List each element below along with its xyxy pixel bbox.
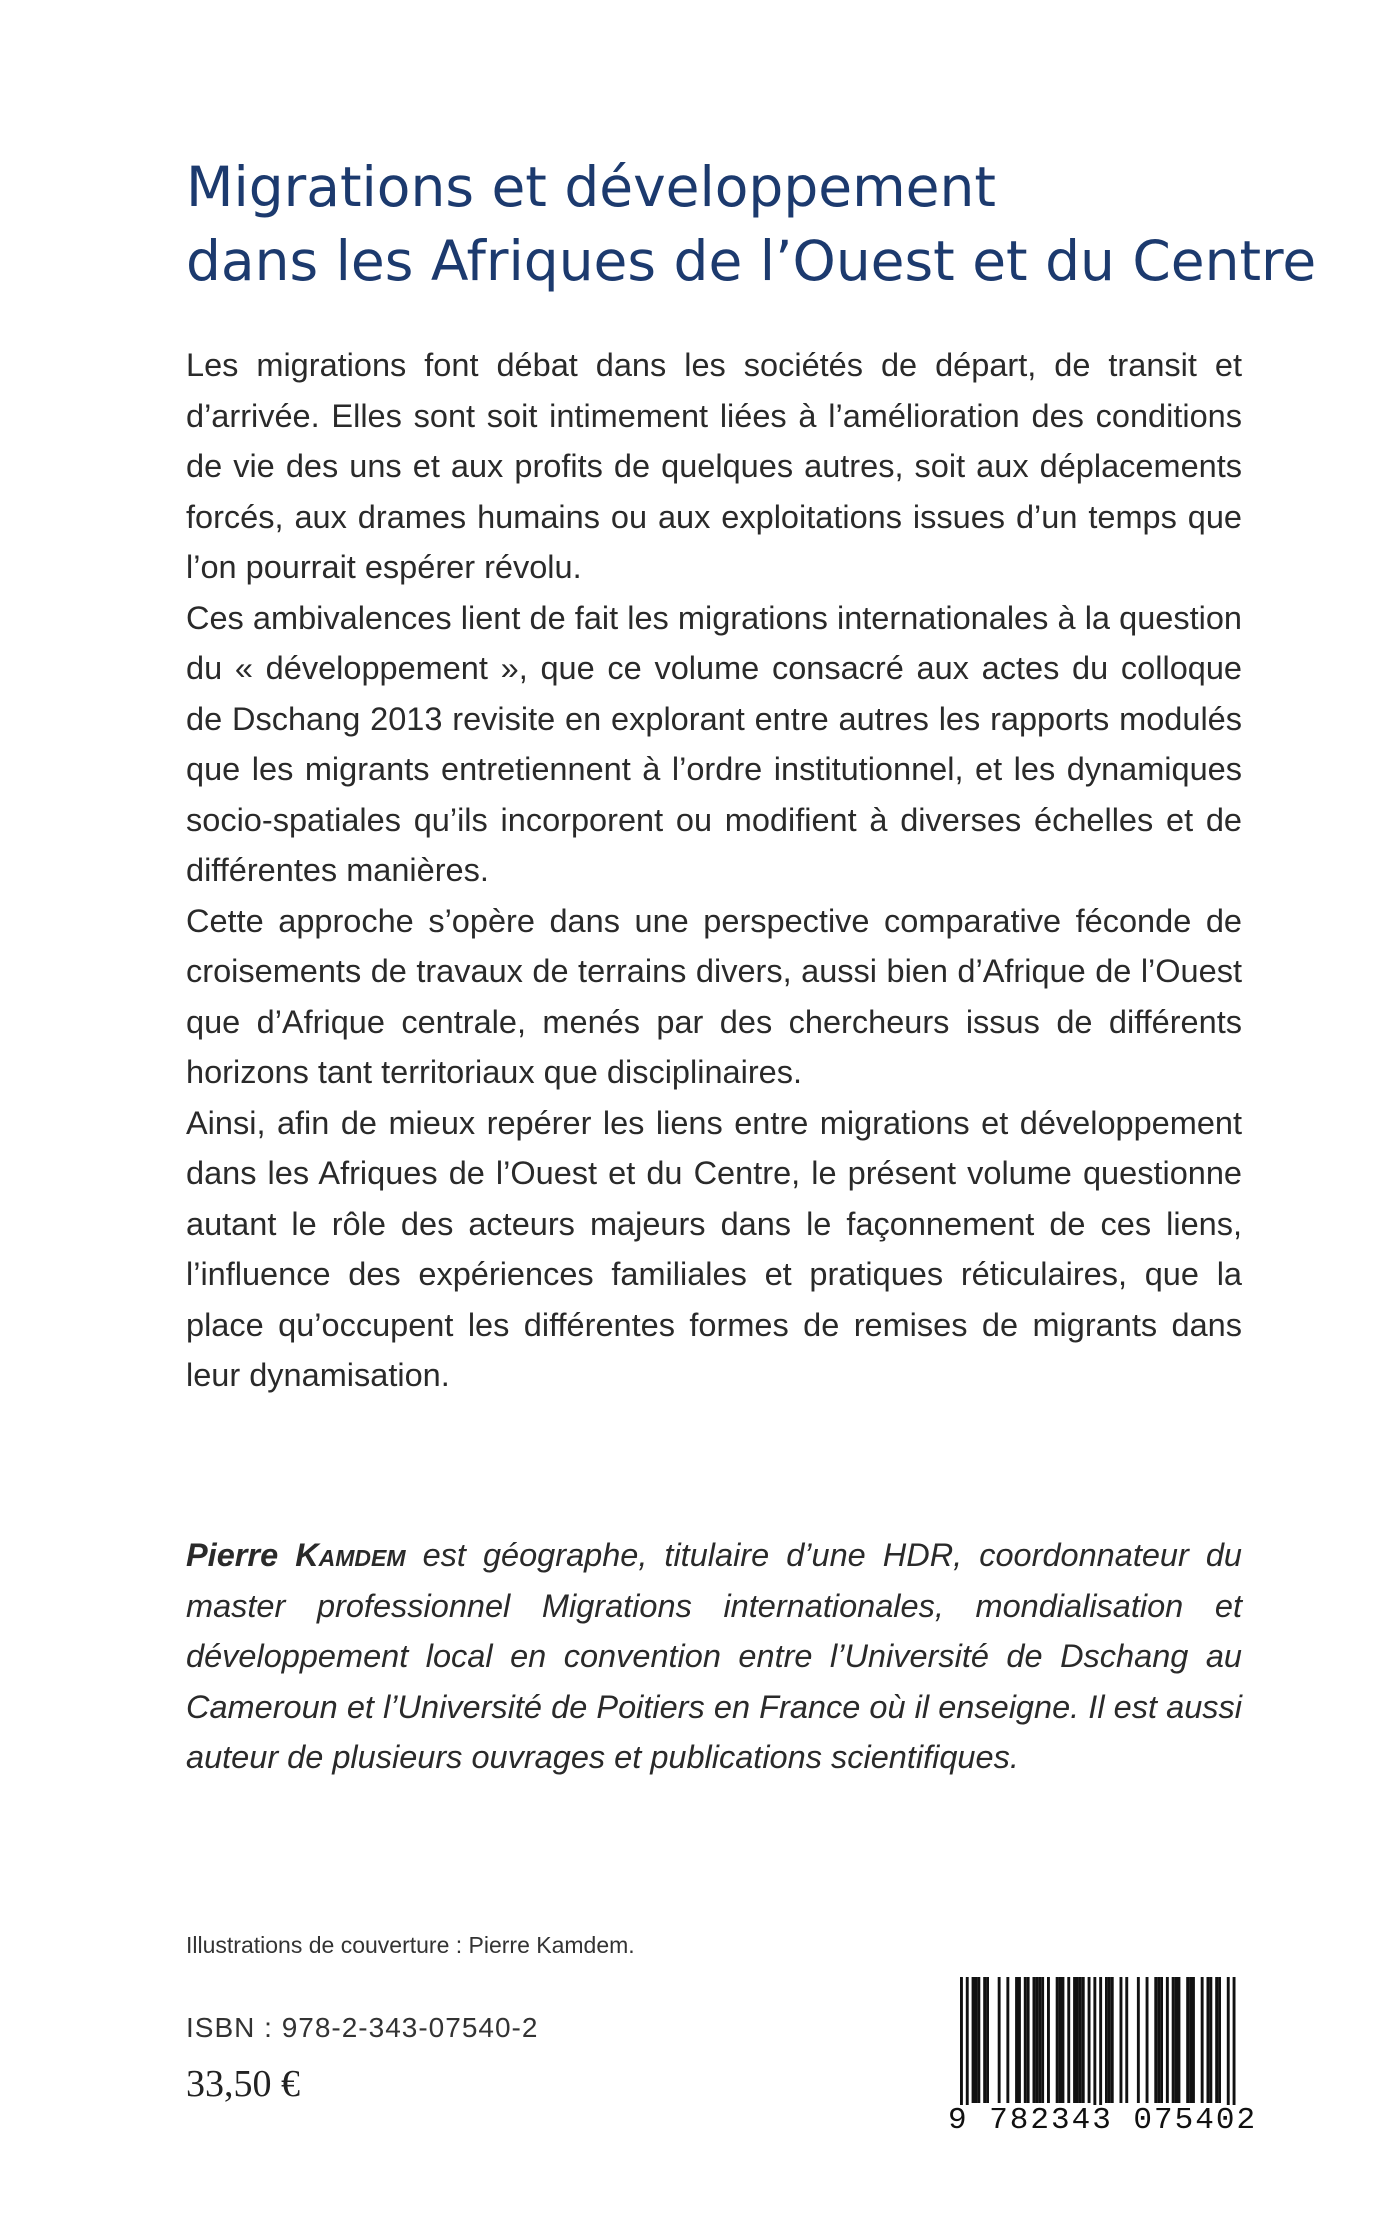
barcode-bar <box>1111 1977 1114 2103</box>
book-title-line-2: dans les Afriques de l’Ouest et du Centre <box>186 229 1317 293</box>
barcode-bar <box>1201 1977 1204 2103</box>
summary <box>186 340 1242 1401</box>
barcode-bar <box>1062 1977 1065 2103</box>
barcode-bar <box>1024 1977 1027 2103</box>
price: 33,50 € <box>186 2063 300 2105</box>
barcode-bar <box>983 1977 986 2103</box>
barcode-bar <box>1015 1977 1018 2103</box>
barcode-guard-bar <box>1093 1977 1096 2105</box>
barcode-bar <box>1218 1977 1221 2103</box>
barcode-bar <box>1189 1977 1192 2103</box>
barcode-bar <box>1047 1977 1050 2103</box>
barcode-bar <box>1137 1977 1140 2103</box>
barcode-digits: 9 782343 075402 <box>948 2103 1258 2138</box>
barcode-bar <box>1041 1977 1044 2103</box>
barcode-bar <box>1079 1977 1082 2103</box>
book-title-line-1: Migrations et développement <box>186 155 996 219</box>
barcode-bar <box>1175 1977 1178 2103</box>
barcode-guard-bar <box>1227 1977 1230 2105</box>
barcode-bar <box>1073 1977 1076 2103</box>
barcode-bar <box>1027 1977 1030 2103</box>
summary-paragraph-1: Les migrations font débat dans les sociétés de départ, de transit et d’arrivée. Elles sont soit intimement liées à l’amélioration des conditions de vie des uns et aux profits de quelques autres, soit aux déplacements forcés, aux drames humains ou aux exploitations issues d’un temps que l’on pourrait espérer révolu. <box>186 347 1242 585</box>
barcode-bar <box>1067 1977 1070 2103</box>
barcode-bar <box>1059 1977 1062 2103</box>
barcode-bar <box>1186 1977 1189 2103</box>
barcode-bar <box>1215 1977 1218 2103</box>
author-last-name: Kamdem <box>295 1537 406 1573</box>
barcode-bar <box>1105 1977 1108 2103</box>
summary-paragraph-2: Ces ambivalences lient de fait les migrations internationales à la question du « développement », que ce volume consacré aux actes du colloque de Dschang 2013 revisite en explorant entre autres les rapports modulés que les migrants entretiennent à l’ordre institutionnel, et les dynamiques socio-spatiales qu’ils incorporent ou modifient à diverses échelles et de différentes manières. <box>186 599 1242 888</box>
isbn: ISBN : 978-2-343-07540-2 <box>186 2012 539 2043</box>
barcode <box>948 1975 1258 2155</box>
barcode-bar <box>972 1977 975 2103</box>
barcode-bar <box>998 1977 1001 2103</box>
barcode-bar <box>1160 1977 1163 2103</box>
author-bio-text: est géographe, titulaire d’une HDR, coordonnateur du master professionnel Migrations internationales, mondialisation et développement local en convention entre l’Université de Dschang au Cameroun et l’Université de Poitiers en France où il enseigne. Il est aussi auteur de plusieurs ouvrages et publications scientifiques. <box>186 1537 1242 1775</box>
barcode-bar <box>1076 1977 1079 2103</box>
barcode-bar <box>977 1977 980 2103</box>
barcode-bar <box>1056 1977 1059 2103</box>
barcode-bars <box>948 1975 1248 2105</box>
barcode-bar <box>986 1977 989 2103</box>
barcode-guard-bar <box>966 1977 969 2105</box>
summary-paragraph-3: Cette approche s’opère dans une perspective comparative féconde de croisements de travaux de terrains divers, aussi bien d’Afrique de l’Ouest que d’Afrique centrale, menés par des chercheurs issus de différents horizons tant territoriaux que disciplinaires. <box>186 902 1242 1090</box>
barcode-bar <box>1038 1977 1041 2103</box>
barcode-guard-bar <box>960 1977 963 2105</box>
barcode-bar <box>1207 1977 1210 2103</box>
barcode-bar <box>1146 1977 1149 2103</box>
barcode-bar <box>1166 1977 1169 2103</box>
barcode-bar <box>1192 1977 1195 2103</box>
barcode-bar <box>1154 1977 1157 2103</box>
cover-credits: Illustrations de couverture : Pierre Kamdem. <box>186 1932 635 1958</box>
barcode-bar <box>1088 1977 1091 2103</box>
barcode-bar <box>1018 1977 1021 2103</box>
barcode-bar <box>1035 1977 1038 2103</box>
barcode-bar <box>1108 1977 1111 2103</box>
barcode-guard-bar <box>1233 1977 1236 2105</box>
author-first-name: Pierre <box>186 1537 279 1573</box>
barcode-bar <box>1178 1977 1181 2103</box>
summary-paragraph-4: Ainsi, afin de mieux repérer les liens entre migrations et développement dans les Afriques de l’Ouest et du Centre, le présent volume questionne autant le rôle des acteurs majeurs dans le façonnement de ces liens, l’influence des expériences familiales et pratiques réticulaires, que la place qu’occupent les différentes formes de remises de migrants dans leur dynamisation. <box>186 1104 1242 1393</box>
author-bio <box>186 1530 1242 1783</box>
barcode-bar <box>975 1977 978 2103</box>
barcode-bar <box>1125 1977 1128 2103</box>
barcode-guard-bar <box>1099 1977 1102 2105</box>
book-title <box>186 150 1317 298</box>
barcode-bar <box>1006 1977 1009 2103</box>
barcode-bar <box>1082 1977 1085 2103</box>
barcode-bar <box>1120 1977 1123 2103</box>
barcode-bar <box>1157 1977 1160 2103</box>
barcode-bar <box>1209 1977 1212 2103</box>
barcode-bar <box>1033 1977 1036 2103</box>
barcode-bar <box>1172 1977 1175 2103</box>
